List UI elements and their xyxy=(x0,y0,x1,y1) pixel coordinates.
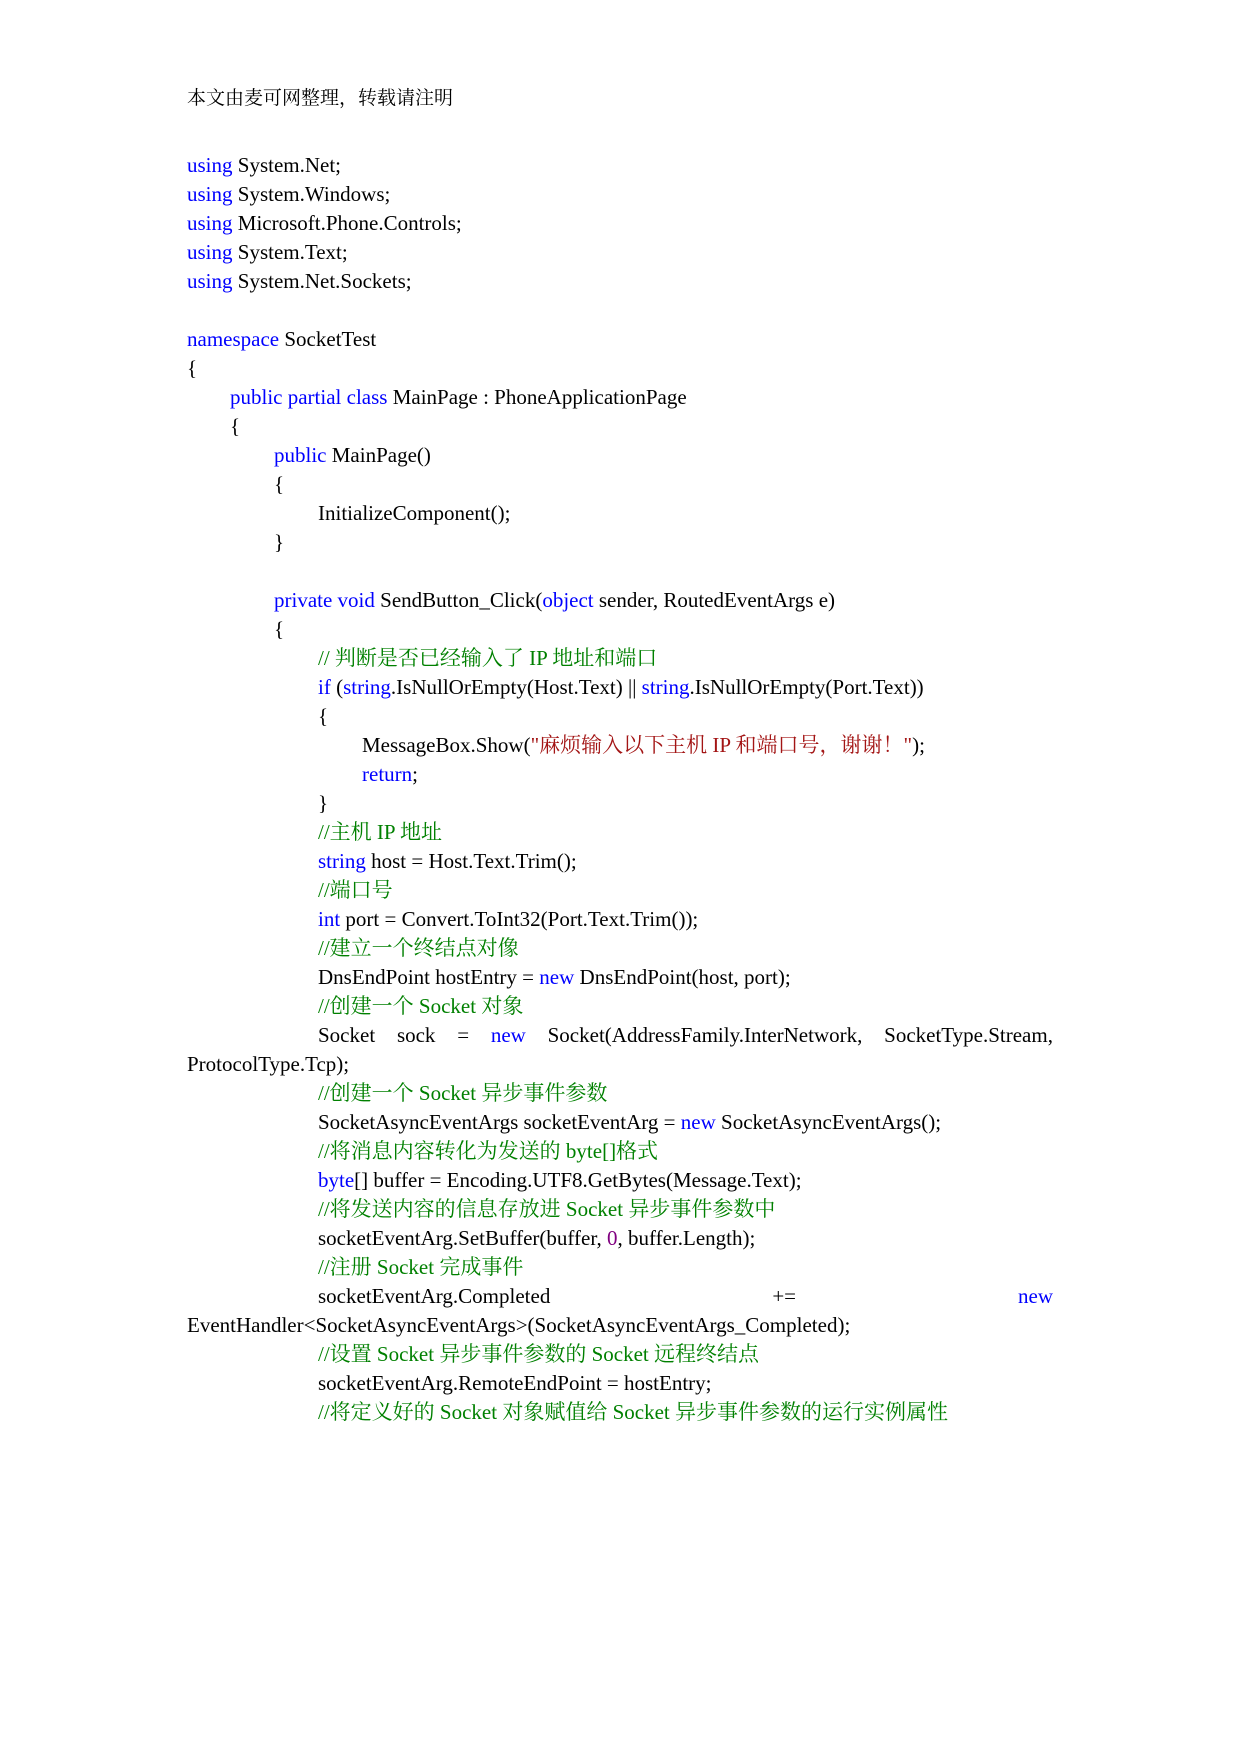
code-text: .IsNullOrEmpty(Host.Text) || xyxy=(390,675,642,699)
code-line-using-phone-controls xyxy=(187,208,1053,238)
code-line-using-system-windows xyxy=(187,179,1053,209)
code-line-messagebox xyxy=(187,730,1228,760)
code-text: MessageBox.Show( xyxy=(362,733,531,757)
code-text: SocketTest xyxy=(279,327,377,351)
code-text: DnsEndPoint hostEntry = xyxy=(318,965,540,989)
code-line-set-buffer xyxy=(187,1223,1184,1253)
code-text: ; xyxy=(412,762,418,786)
code-comment: //将定义好的 Socket 对象赋值给 Socket 异步事件参数的运行实例属性 xyxy=(318,1400,948,1424)
code-line-port xyxy=(187,904,1184,934)
code-text: SocketType.Stream, xyxy=(884,1023,1053,1047)
code-text: host = Host.Text.Trim(); xyxy=(365,849,577,873)
code-line-using-system-net-sockets xyxy=(187,266,1053,296)
keyword: namespace xyxy=(187,327,280,351)
code-text: MainPage() xyxy=(326,443,431,467)
code-line-using-system-text xyxy=(187,237,1053,267)
code-text: Socket xyxy=(318,1023,376,1047)
code-text: System.Net.Sockets; xyxy=(232,269,412,293)
code-text: System.Text; xyxy=(232,240,348,264)
code-text: .IsNullOrEmpty(Port.Text)) xyxy=(689,675,924,699)
code-text: MainPage : PhoneApplicationPage xyxy=(387,385,687,409)
code-comment: //端口号 xyxy=(318,878,393,902)
code-line-brace: } xyxy=(274,530,285,554)
code-comment: //创建一个 Socket 异步事件参数 xyxy=(318,1081,608,1105)
code-text: SendButton_Click( xyxy=(374,588,543,612)
code-text: System.Net; xyxy=(232,153,342,177)
code-line-brace: { xyxy=(318,704,329,728)
keyword: using xyxy=(187,240,233,264)
keyword: using xyxy=(187,153,233,177)
keyword: private void xyxy=(274,588,375,612)
code-line-brace: { xyxy=(274,617,285,641)
code-line-remote-endpoint: socketEventArg.RemoteEndPoint = hostEntry; xyxy=(318,1371,712,1395)
keyword: public partial class xyxy=(230,385,388,409)
keyword: string xyxy=(318,849,366,873)
code-line-send-button-click xyxy=(187,585,1140,615)
code-line-using-system-net xyxy=(187,150,1053,180)
keyword: new xyxy=(539,965,575,989)
code-comment: //将消息内容转化为发送的 byte[]格式 xyxy=(318,1139,659,1163)
code-comment: //主机 IP 地址 xyxy=(318,820,443,844)
code-line-buffer xyxy=(187,1165,1184,1195)
keyword: using xyxy=(187,182,233,206)
code-line-socket-create xyxy=(318,1020,1053,1050)
code-text: sock xyxy=(396,1023,436,1047)
code-text: DnsEndPoint(host, port); xyxy=(574,965,791,989)
keyword: public xyxy=(274,443,327,467)
keyword: string xyxy=(641,675,690,699)
code-text: socketEventArg.Completed xyxy=(318,1284,551,1308)
code-text: ( xyxy=(330,675,344,699)
keyword: if xyxy=(318,675,331,699)
code-comment: //注册 Socket 完成事件 xyxy=(318,1255,524,1279)
code-line-class-declaration xyxy=(187,382,1096,412)
code-comment: //创建一个 Socket 对象 xyxy=(318,994,524,1018)
code-line-initialize-component: InitializeComponent(); xyxy=(318,501,511,525)
source-notice: 本文由麦可网整理，转载请注明 xyxy=(187,88,454,109)
code-text: SocketAsyncEventArgs(); xyxy=(715,1110,942,1134)
keyword: byte xyxy=(318,1168,355,1192)
code-text: port = Convert.ToInt32(Port.Text.Trim()); xyxy=(340,907,699,931)
code-text: , buffer.Length); xyxy=(617,1226,756,1250)
code-line-completed-handler-continued: EventHandler<SocketAsyncEventArgs>(SocketAsyncEventArgs_Completed); xyxy=(187,1313,851,1337)
code-line-brace: { xyxy=(187,356,198,380)
code-line-event-args xyxy=(187,1107,1184,1137)
code-comment: //设置 Socket 异步事件参数的 Socket 远程终结点 xyxy=(318,1342,759,1366)
code-line-brace: } xyxy=(318,791,329,815)
code-text: System.Windows; xyxy=(232,182,391,206)
number-literal: 0 xyxy=(607,1226,618,1250)
keyword: using xyxy=(187,269,233,293)
code-text: = xyxy=(457,1023,470,1047)
keyword: new xyxy=(1018,1284,1053,1308)
code-comment: // 判断是否已经输入了 IP 地址和端口 xyxy=(318,646,658,670)
code-text: socketEventArg.SetBuffer(buffer, xyxy=(318,1226,607,1250)
string-literal: "麻烦输入以下主机 IP 和端口号，谢谢！" xyxy=(530,733,913,757)
code-line-completed-handler xyxy=(318,1281,1053,1311)
code-text: Microsoft.Phone.Controls; xyxy=(232,211,462,235)
keyword: new xyxy=(490,1023,526,1047)
keyword: return xyxy=(362,762,413,786)
code-text: ); xyxy=(912,733,925,757)
code-text: += xyxy=(772,1284,796,1308)
code-comment: //建立一个终结点对像 xyxy=(318,936,519,960)
code-line-host xyxy=(187,846,1184,876)
keyword: object xyxy=(542,588,594,612)
keyword: using xyxy=(187,211,233,235)
code-text: [] buffer = Encoding.UTF8.GetBytes(Message.Text); xyxy=(354,1168,802,1192)
code-line-brace: { xyxy=(230,414,241,438)
code-line-socket-create-continued: ProtocolType.Tcp); xyxy=(187,1052,350,1076)
code-line-namespace xyxy=(187,324,1053,354)
keyword: new xyxy=(680,1110,716,1134)
code-line-brace: { xyxy=(274,472,285,496)
code-text: sender, RoutedEventArgs e) xyxy=(593,588,836,612)
keyword: string xyxy=(343,675,391,699)
code-comment: //将发送内容的信息存放进 Socket 异步事件参数中 xyxy=(318,1197,776,1221)
code-text: SocketAsyncEventArgs socketEventArg = xyxy=(318,1110,681,1134)
code-line-dns-endpoint xyxy=(187,962,1184,992)
code-line-return xyxy=(187,759,1228,789)
code-line-constructor xyxy=(187,440,1140,470)
code-text: Socket(AddressFamily.InterNetwork, xyxy=(547,1023,863,1047)
code-line-if-check xyxy=(187,672,1184,702)
keyword: int xyxy=(318,907,341,931)
